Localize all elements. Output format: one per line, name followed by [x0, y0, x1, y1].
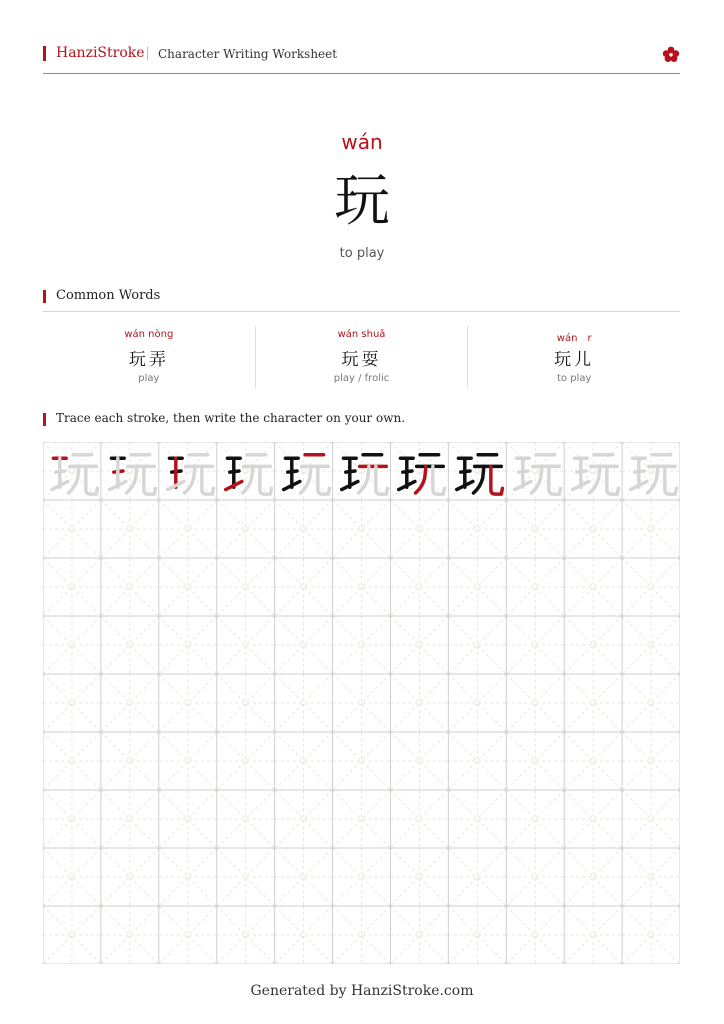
word-pinyin: wán shuǎ	[337, 329, 386, 340]
word-hanzi: 玩儿	[554, 350, 595, 370]
trace-cell	[101, 442, 159, 500]
stroke-path	[375, 466, 387, 494]
trace-cell	[390, 442, 448, 500]
page-header	[43, 44, 680, 74]
header-subtitle: Character Writing Worksheet	[158, 47, 338, 61]
stroke-path	[126, 466, 136, 493]
word-hanzi: 玩弄	[128, 350, 169, 370]
section-accent-bar	[43, 290, 46, 303]
brand-name[interactable]: HanziStroke	[56, 45, 145, 61]
plum-blossom-icon	[662, 46, 680, 62]
word-hanzi: 玩耍	[341, 350, 382, 370]
common-words-list	[43, 326, 680, 388]
practice-grid[interactable]	[43, 442, 680, 964]
stroke-path	[590, 466, 600, 493]
stroke-path	[433, 466, 445, 494]
stroke-path	[358, 466, 368, 493]
stroke-path	[300, 466, 310, 493]
brand-accent-bar	[43, 46, 46, 61]
character-pinyin: wán	[341, 130, 383, 154]
grid-lines	[43, 442, 680, 964]
word-item	[467, 326, 680, 388]
stroke-path	[549, 466, 561, 494]
stroke-path	[416, 466, 426, 493]
trace-cell	[564, 442, 622, 500]
section-accent-bar	[43, 413, 46, 426]
trace-cell	[217, 442, 275, 500]
common-words-heading	[43, 288, 680, 312]
word-meaning: to play	[556, 373, 592, 384]
stroke-path	[68, 466, 78, 493]
trace-cell	[159, 442, 217, 500]
stroke-path	[86, 466, 98, 494]
stroke-path	[184, 466, 194, 493]
stroke-path	[317, 466, 329, 494]
stroke-path	[607, 466, 619, 494]
page-footer: Generated by HanziStroke.com	[250, 983, 474, 999]
trace-cell	[448, 442, 506, 500]
trace-instruction-text: Trace each stroke, then write the character on your own.	[56, 411, 406, 425]
stroke-path	[242, 466, 252, 493]
trace-cell	[506, 442, 564, 500]
word-meaning: play	[138, 373, 160, 384]
word-meaning: play / frolic	[333, 373, 390, 384]
word-item	[255, 326, 468, 388]
stroke-path	[260, 466, 272, 494]
word-item	[43, 326, 255, 388]
stroke-path	[648, 466, 658, 493]
word-pinyin: wán nòng	[124, 329, 174, 340]
trace-cell	[333, 442, 391, 500]
header-divider	[147, 47, 148, 60]
stroke-path	[202, 466, 214, 494]
word-pinyin: wán r	[556, 333, 592, 344]
stroke-path	[665, 466, 677, 494]
stroke-path	[474, 466, 484, 493]
trace-cell	[275, 442, 333, 500]
common-words-title: Common Words	[56, 288, 161, 303]
stroke-path	[144, 466, 156, 494]
trace-cell	[622, 442, 680, 500]
character-meaning: to play	[339, 246, 385, 261]
trace-cell	[43, 442, 101, 500]
stroke-path	[491, 466, 503, 494]
character-hanzi: 玩	[334, 169, 390, 234]
stroke-path	[532, 466, 542, 493]
